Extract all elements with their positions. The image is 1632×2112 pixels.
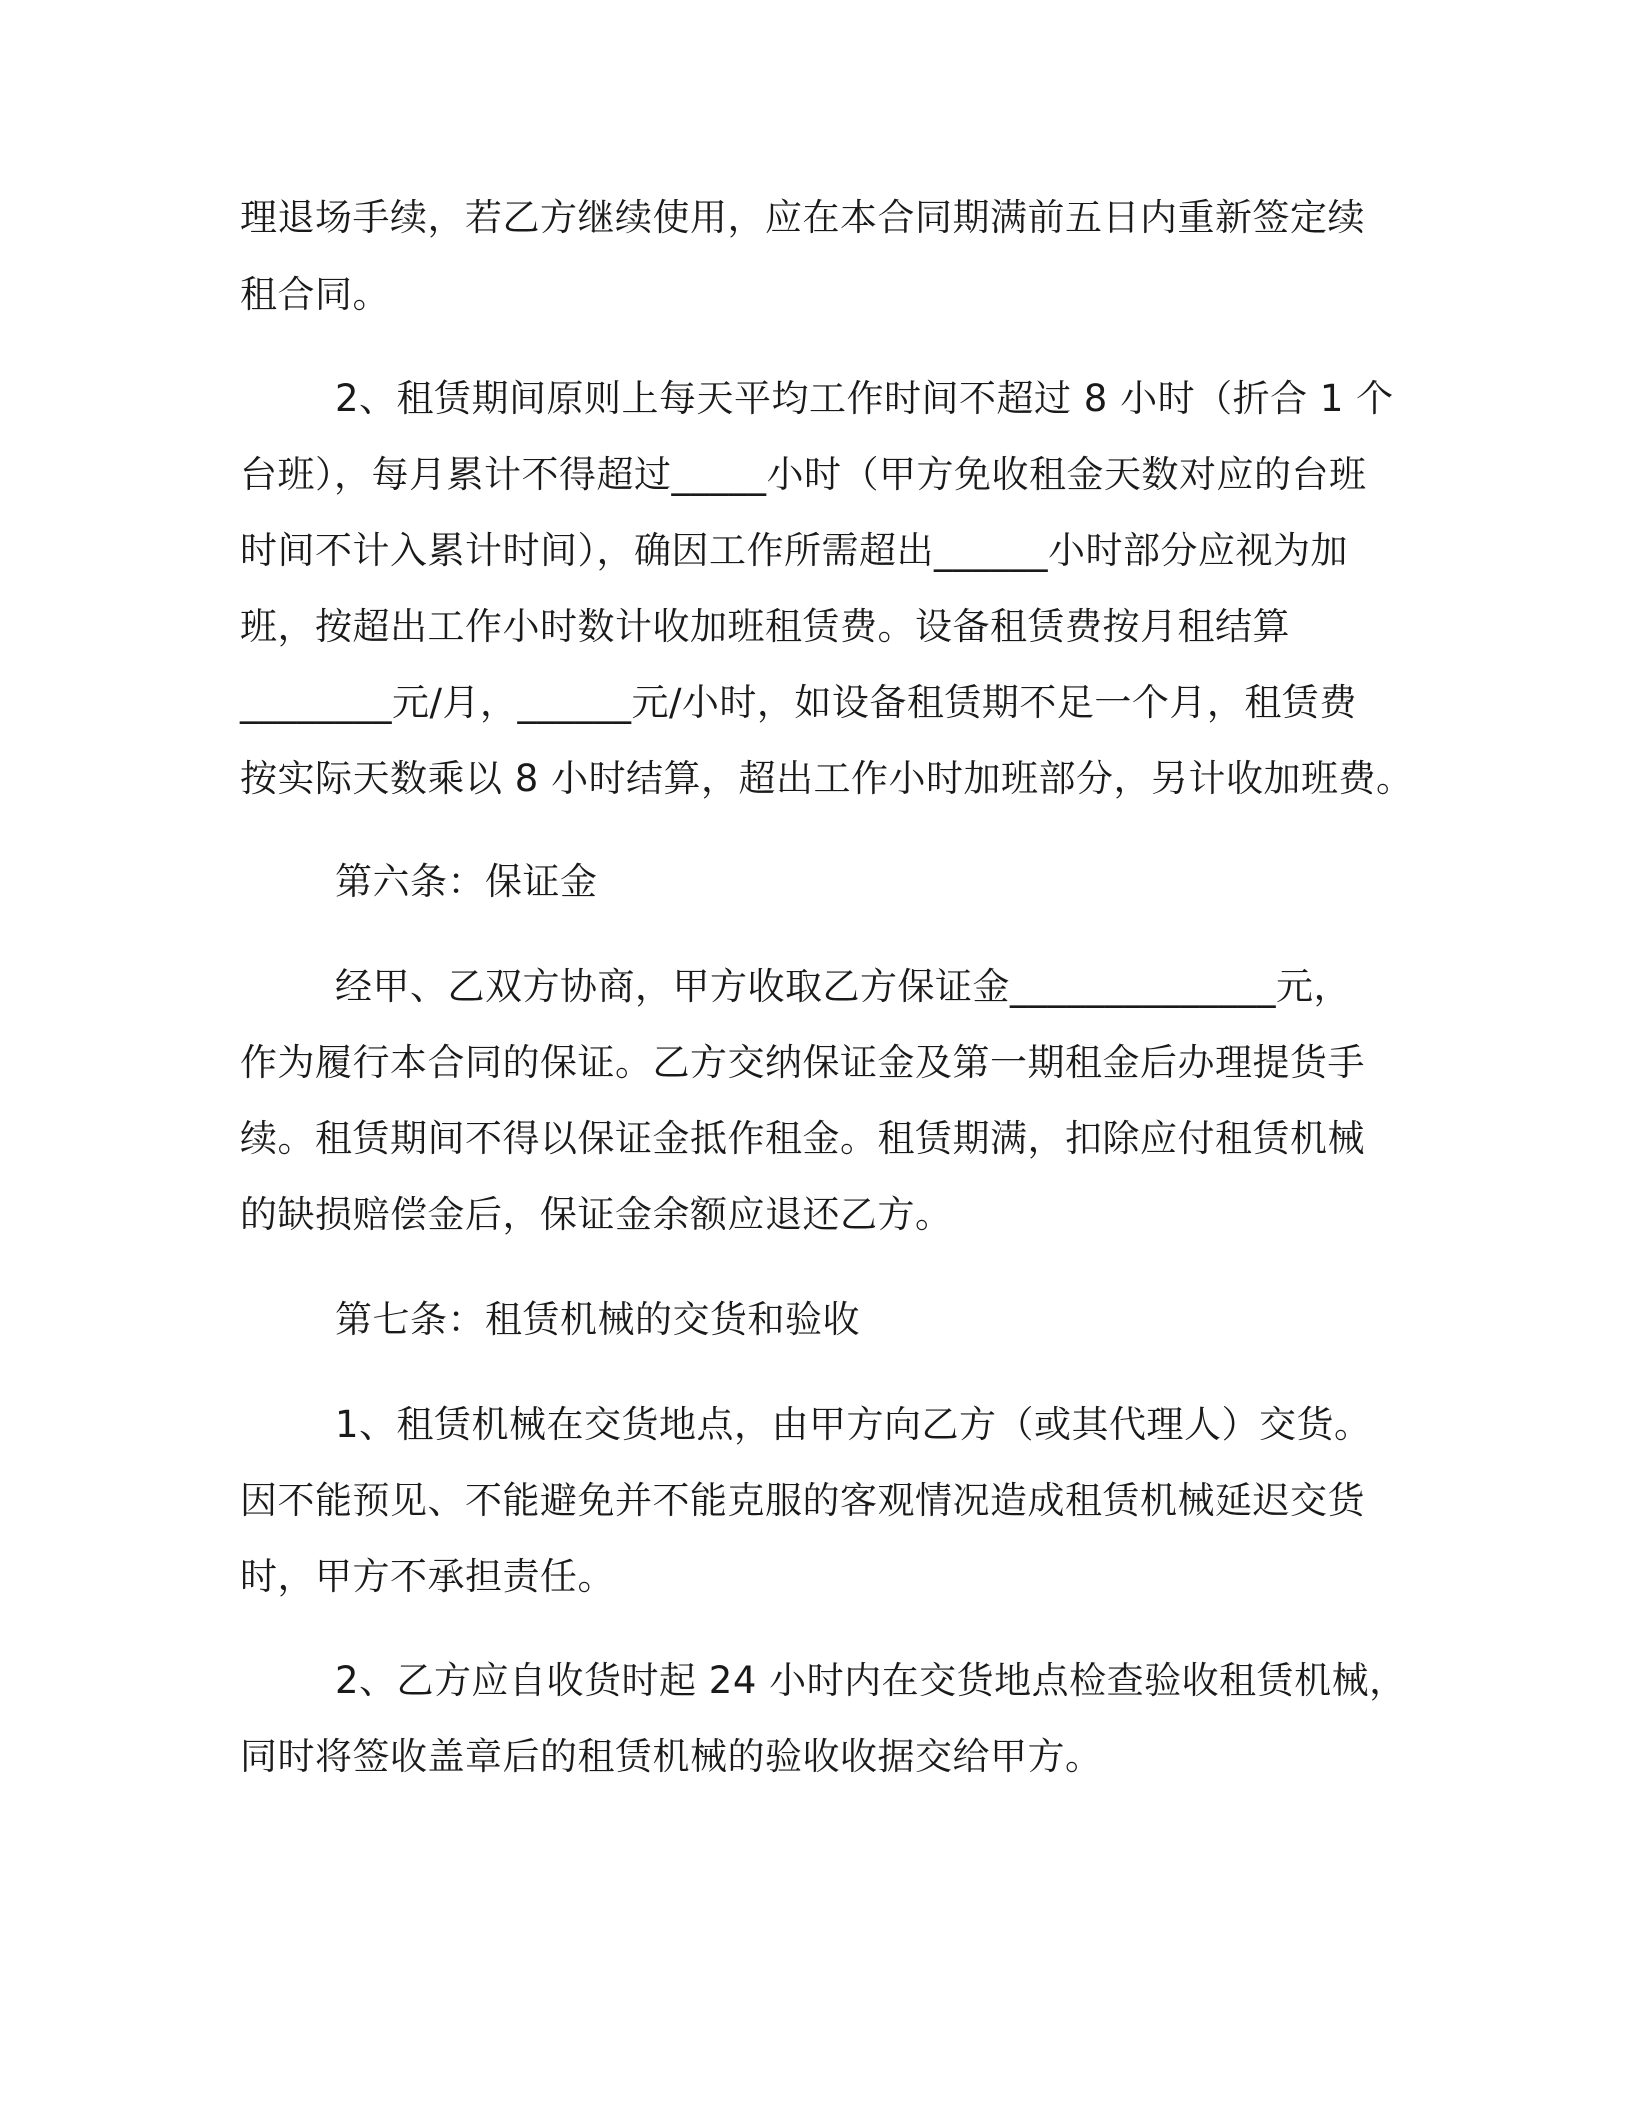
paragraph-line: 同时将签收盖章后的租赁机械的验收收据交给甲方。: [240, 1735, 1103, 1778]
section-heading-6: 第六条：保证金: [335, 860, 598, 903]
paragraph-line: 1、租赁机械在交货地点，由甲方向乙方（或其代理人）交货。: [335, 1403, 1372, 1446]
paragraph-line: 续。租赁期间不得以保证金抵作租金。租赁期满，扣除应付租赁机械: [240, 1117, 1365, 1160]
section-heading-7: 第七条：租赁机械的交货和验收: [335, 1298, 860, 1341]
paragraph-line: 时，甲方不承担责任。: [240, 1555, 615, 1598]
paragraph-line: 台班），每月累计不得超过_____小时（甲方免收租金天数对应的台班: [240, 453, 1367, 496]
paragraph-line: 作为履行本合同的保证。乙方交纳保证金及第一期租金后办理提货手: [240, 1041, 1365, 1084]
paragraph-line: 时间不计入累计时间），确因工作所需超出______小时部分应视为加: [240, 529, 1348, 572]
paragraph-line: 理退场手续，若乙方继续使用，应在本合同期满前五日内重新签定续: [240, 196, 1365, 239]
paragraph-line: 经甲、乙双方协商，甲方收取乙方保证金______________元，: [335, 965, 1351, 1008]
paragraph-line: 2、乙方应自收货时起 24 小时内在交货地点检查验收租赁机械，: [335, 1659, 1407, 1702]
paragraph-line: 因不能预见、不能避免并不能克服的客观情况造成租赁机械延迟交货: [240, 1479, 1365, 1522]
paragraph-line: ________元/月，______元/小时，如设备租赁期不足一个月，租赁费: [240, 681, 1357, 724]
paragraph-line: 租合同。: [240, 273, 390, 316]
paragraph-line: 的缺损赔偿金后，保证金余额应退还乙方。: [240, 1193, 953, 1236]
paragraph-line: 班，按超出工作小时数计收加班租赁费。设备租赁费按月租结算: [240, 605, 1290, 648]
paragraph-line: 2、租赁期间原则上每天平均工作时间不超过 8 小时（折合 1 个: [335, 377, 1394, 420]
paragraph-line: 按实际天数乘以 8 小时结算，超出工作小时加班部分，另计收加班费。: [240, 757, 1414, 800]
